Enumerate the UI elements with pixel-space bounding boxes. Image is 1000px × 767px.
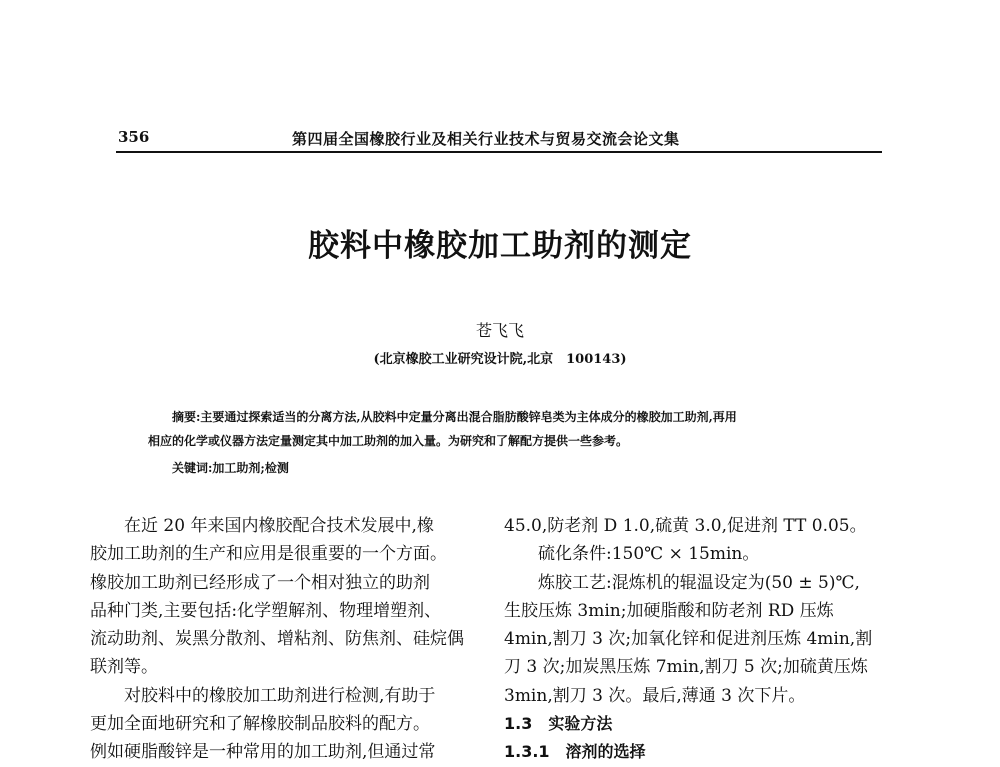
body-line: 橡胶加工助剂已经形成了一个相对独立的助剂 <box>90 572 430 593</box>
body-line: 3min,割刀 3 次。最后,薄通 3 次下片。 <box>504 685 806 706</box>
section-heading-1-3-1: 1.3.1 溶剂的选择 <box>504 742 646 762</box>
body-line: 对胶料中的橡胶加工助剂进行检测,有助于 <box>90 685 436 706</box>
body-line: 例如硬脂酸锌是一种常用的加工助剂,但通过常 <box>90 742 436 763</box>
body-line: 4min,割刀 3 次;加氧化锌和促进剂压炼 4min,割 <box>504 629 873 650</box>
author-name: 苍飞飞 <box>475 321 524 340</box>
body-column-right <box>504 512 890 767</box>
abstract-line-1: 摘要:主要通过探索适当的分离方法,从胶料中定量分离出混合脂肪酸锌皂类为主体成分的橡胶加工助剂,再用 <box>172 410 737 424</box>
body-line: 品种门类,主要包括:化学塑解剂、物理增塑剂、 <box>90 600 442 621</box>
running-header: 第四届全国橡胶行业及相关行业技术与贸易交流会论文集 <box>292 130 680 148</box>
body-line: 45.0,防老剂 D 1.0,硫黄 3.0,促进剂 TT 0.05。 <box>504 516 867 536</box>
body-line: 更加全面地研究和了解橡胶制品胶料的配方。 <box>90 714 430 735</box>
body-line: 流动助剂、炭黑分散剂、增粘剂、防焦剂、硅烷偶 <box>90 629 464 650</box>
paper-title: 胶料中橡胶加工助剂的测定 <box>308 228 692 264</box>
section-heading-1-3: 1.3 实验方法 <box>504 714 613 734</box>
body-line: 刀 3 次;加炭黑压炼 7min,割刀 5 次;加硫黄压炼 <box>504 657 868 678</box>
header-divider <box>116 151 882 153</box>
body-line: 硫化条件:150℃ × 15min。 <box>504 544 760 565</box>
body-line: 生胶压炼 3min;加硬脂酸和防老剂 RD 压炼 <box>504 600 834 621</box>
author-affiliation: (北京橡胶工业研究设计院,北京 100143) <box>373 352 627 367</box>
body-line: 联剂等。 <box>90 657 158 678</box>
body-line: 在近 20 年来国内橡胶配合技术发展中,橡 <box>90 516 434 536</box>
body-line: 胶加工助剂的生产和应用是很重要的一个方面。 <box>90 544 447 565</box>
body-line: 炼胶工艺:混炼机的辊温设定为(50 ± 5)℃, <box>504 572 860 593</box>
page-number: 356 <box>118 128 150 146</box>
abstract-line-2: 相应的化学或仪器方法定量测定其中加工助剂的加入量。为研究和了解配方提供一些参考。 <box>148 434 629 448</box>
keywords: 关键词:加工助剂;检测 <box>172 461 289 475</box>
body-column-left <box>90 512 476 767</box>
